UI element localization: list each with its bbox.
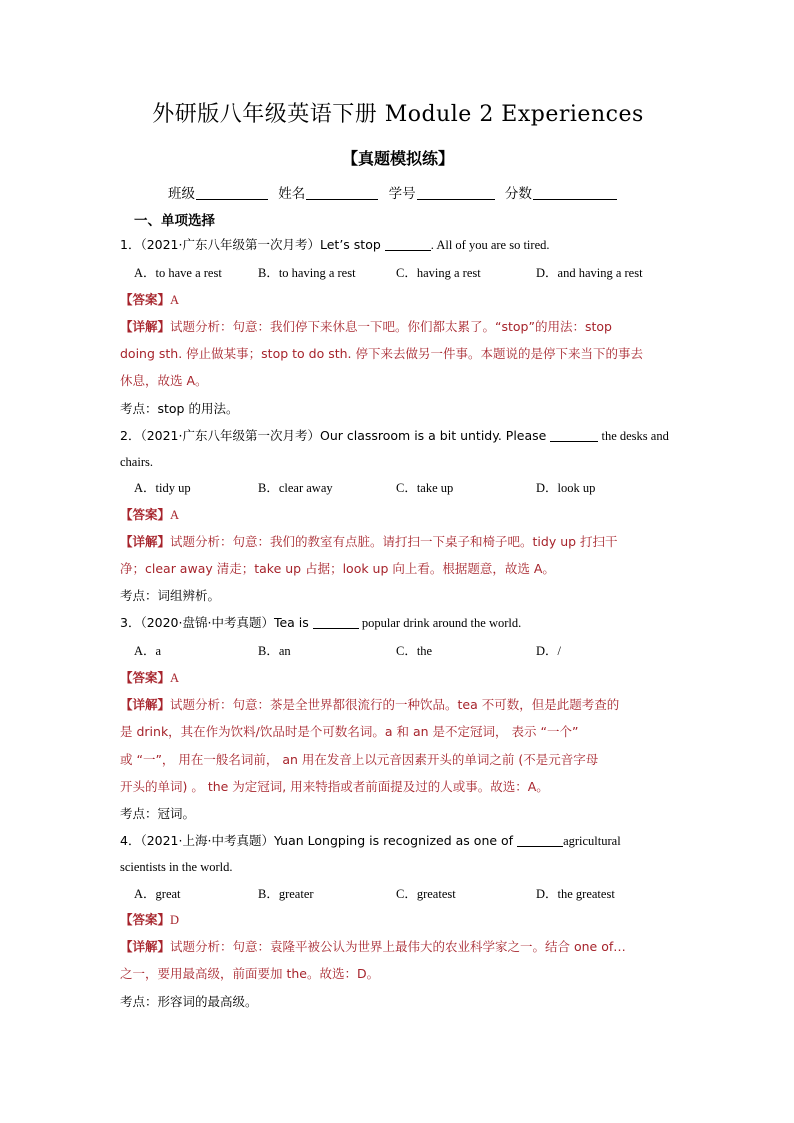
score-blank [533,185,617,200]
answer-line: 【答案】A [120,292,180,307]
detail-line: 【详解】试题分析：句意：袁隆平被公认为世界上最伟大的农业科学家之一。结合 one of… [120,939,626,954]
answer-line: 【答案】A [120,670,180,685]
option-d: D．look up [536,481,596,495]
option-b: B．clear away [258,481,333,495]
class-label: 班级 [168,186,195,202]
option-a: A．a [134,644,162,658]
detail-line: 是 drink，其在作为饮料/饮品时是个可数名词。a 和 an 是不定冠词， 表示 “一个” [120,724,579,739]
point-line: 考点：stop 的用法。 [120,401,239,416]
name-blank [306,185,378,200]
option-a: A．to have a rest [134,266,222,280]
point-line: 考点：形容词的最高级。 [120,994,258,1009]
option-b: B．to having a rest [258,266,356,280]
answer-blank [550,428,598,442]
name-label: 姓名 [278,186,306,202]
question-3: 3．（2020·盘锦·中考真题）Tea is popular drink around the world. [120,615,522,630]
question-4-line2: scientists in the world. [120,860,233,874]
option-a: A．tidy up [134,481,191,495]
option-a: A．great [134,887,181,901]
detail-line: 【详解】试题分析：句意：我们的教室有点脏。请打扫一下桌子和椅子吧。tidy up 打扫干 [120,534,618,549]
question-4: 4．（2021·上海·中考真题）Yuan Longping is recognized as one of agricultural [120,833,621,848]
option-d: D．and having a rest [536,266,643,280]
section-heading: 一、单项选择 [134,213,215,229]
answer-blank [385,237,431,251]
option-c: C．the [396,644,433,658]
detail-line: 净；clear away 清走；take up 占据；look up 向上看。根据题意，故选 A。 [120,561,555,576]
option-b: B．greater [258,887,314,901]
number-blank [417,185,495,200]
question-3-options [134,641,561,661]
detail-line: 开头的单词) 。 the 为定冠词, 用来特指或者前面提及过的人或事。故选：A。 [120,779,549,794]
option-d: D．the greatest [536,887,615,901]
detail-line: 休息，故选 A。 [120,373,208,388]
option-c: C．having a rest [396,266,481,280]
point-line: 考点：冠词。 [120,806,196,821]
option-c: C．greatest [396,887,456,901]
detail-line: doing sth. 停止做某事；stop to do sth. 停下来去做另一件事。本题说的是停下来当下的事去 [120,346,643,361]
answer-line: 【答案】D [120,912,180,927]
number-label: 学号 [388,186,416,202]
answer-line: 【答案】A [120,507,180,522]
detail-line: 或 “一”， 用在一般名词前， an 用在发音上以元音因素开头的单词之前 (不是元音字母 [120,752,599,767]
answer-blank [517,833,563,847]
answer-blank [313,615,359,629]
score-label: 分数 [504,186,532,202]
option-d: D．/ [536,644,562,658]
question-2-line2: chairs. [120,455,153,469]
option-b: B．an [258,644,291,658]
question-2-options [134,478,595,498]
detail-line: 【详解】试题分析：句意：我们停下来休息一下吧。你们都太累了。“stop”的用法：stop [120,319,612,334]
detail-line: 【详解】试题分析：句意：茶是全世界都很流行的一种饮品。tea 不可数，但是此题考查的 [120,697,620,712]
detail-line: 之一，要用最高级，前面要加 the。故选：D。 [120,966,380,981]
point-line: 考点：词组辨析。 [120,588,221,603]
class-blank [196,185,268,200]
question-1-options [134,263,643,283]
question-1: 1．（2021·广东八年级第一次月考）Let’s stop . All of you are so tired. [120,237,550,252]
question-4-options [134,884,615,904]
question-2: 2．（2021·广东八年级第一次月考）Our classroom is a bit untidy. Please the desks and [120,428,669,443]
document-subtitle: 【真题模拟练】 [341,149,454,168]
document-title: 外研版八年级英语下册 Module 2 Experiences [152,102,644,127]
option-c: C．take up [396,481,454,495]
student-info-row [168,182,623,202]
